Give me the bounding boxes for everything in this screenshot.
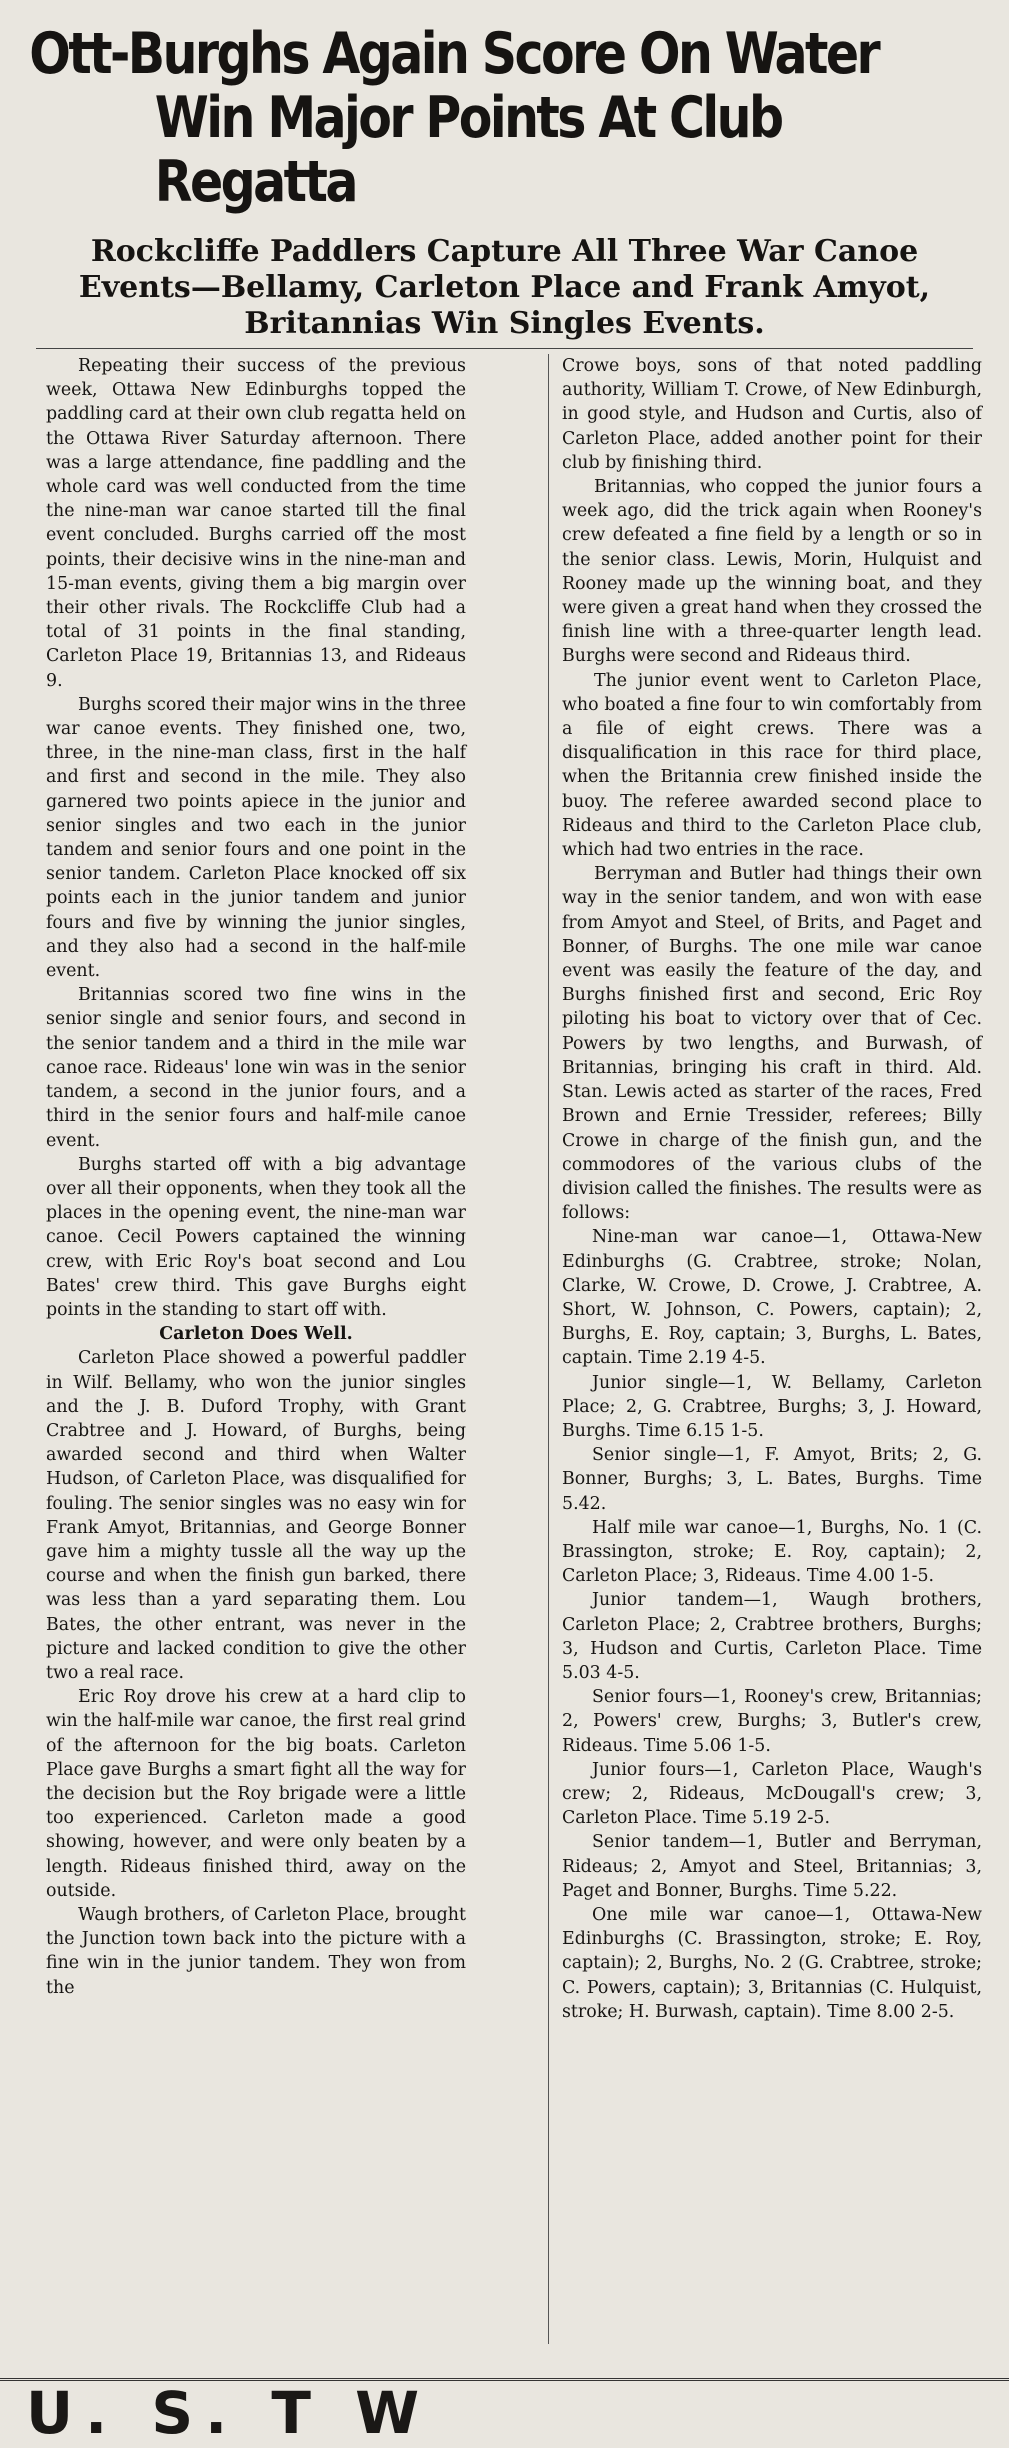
cut-off-next-headline: U. S. T W <box>26 2379 432 2447</box>
result-entry: Senior tandem—1, Butler and Berryman, Rideaus; 2, Amyot and Steel, Britannias; 3, Paget and Bonner, Burghs. Time 5.22. <box>562 1832 982 1901</box>
paragraph: Crowe boys, sons of that noted paddling authority, William T. Crowe, of New Edinburgh, in good style, and Hudson and Curtis, also of Carleton Place, added another point for their club by finishing third. <box>562 356 982 473</box>
deck-line-1: Rockcliffe Paddlers Capture All Three War Canoe <box>90 234 919 269</box>
result-entry: One mile war canoe—1, Ottawa-New Edinburghs (C. Brassington, stroke; E. Roy, captain); 2, Burghs, No. 2 (G. Crabtree, stroke; C. Powers, captain); 3, Britannias (C. Hulquist, stroke; H. Burwash, captain). Time 8.00 2-5. <box>562 1905 982 2022</box>
result-entry: Half mile war canoe—1, Burghs, No. 1 (C. Brassington, stroke; E. Roy, captain); 2, Carleton Place; 3, Rideaus. Time 4.00 1-5. <box>562 1517 982 1587</box>
column-divider <box>548 354 549 2344</box>
subheadline-deck <box>0 234 1009 342</box>
result-entry: Nine-man war canoe—1, Ottawa-New Edinburghs (G. Crabtree, stroke; Nolan, Clarke, W. Crowe, D. Crowe, J. Crabtree, A. Short, W. Johnson, C. Powers, captain); 2, Burghs, E. Roy, captain; 3, Burghs, L. Bates, captain. Time 2.19 4-5. <box>562 1227 982 1369</box>
result-entry: Senior fours—1, Rooney's crew, Britannias; 2, Powers' crew, Burghs; 3, Butler's crew, Rideaus. Time 5.06 1-5. <box>562 1687 982 1756</box>
deck-line-3: Britannias Win Singles Events. <box>244 306 765 341</box>
paragraph: Britannias scored two fine wins in the senior single and senior fours, and second in the senior tandem and a third in the mile war canoe race. Rideaus' lone win was in the senior tandem, a second in the junior fours, and a third in the senior fours and half-mile canoe event. <box>46 985 466 1151</box>
result-entry: Junior tandem—1, Waugh brothers, Carleton Place; 2, Crabtree brothers, Burghs; 3, Hudson and Curtis, Carleton Place. Time 5.03 4-5. <box>562 1590 982 1683</box>
result-entry: Junior single—1, W. Bellamy, Carleton Place; 2, G. Crabtree, Burghs; 3, J. Howard, Burghs. Time 6.15 1-5. <box>562 1372 982 1441</box>
paragraph: Berryman and Butler had things their own way in the senior tandem, and won with ease from Amyot and Steel, of Brits, and Paget and Bonner, of Burghs. The one mile war canoe event was easily the feature of the day, and Burghs finished first and second, Eric Roy piloting his boat to victory over that of Cec. Powers by two lengths, and Burwash, of Britannias, bringing his craft in third. Ald. Stan. Lewis acted as starter of the races, Fred Brown and Ernie Tressider, referees; Billy Crowe in charge of the finish gun, and the commodores of the various clubs of the division called the finishes. The results were as follows: <box>562 864 982 1224</box>
section-subhead: Carleton Does Well. <box>159 1324 353 1345</box>
paragraph: Britannias, who copped the junior fours a week ago, did the trick again when Rooney's crew defeated a fine field by a length or so in the senior class. Lewis, Morin, Hulquist and Rooney made up the winning boat, and they were given a great hand when they crossed the finish line with a three-quarter length lead. Burghs were second and Rideaus third. <box>562 477 982 667</box>
paragraph: Burghs scored their major wins in the three war canoe events. They finished one, two, three, in the nine-man class, first in the half and first and second in the mile. They also garnered two points apiece in the junior and senior singles and two each in the junior tandem and senior fours and one point in the senior tandem. Carleton Place knocked off six points each in the junior tandem and junior fours and five by winning the junior singles, and they also had a second in the half-mile event. <box>46 694 466 982</box>
header-rule <box>36 348 973 349</box>
paragraph: Carleton Place showed a powerful paddler in Wilf. Bellamy, who won the junior singles and the J. B. Duford Trophy, with Grant Crabtree and J. Howard, of Burghs, being awarded second and third when Walter Hudson, of Carleton Place, was disqualified for fouling. The senior singles was no easy win for Frank Amyot, Britannias, and George Bonner gave him a mighty tussle all the way up the course and when the finish gun barked, there was less than a yard separating them. Lou Bates, the other entrant, was never in the picture and lacked condition to give the other two a real race. <box>46 1348 466 1683</box>
result-entry: Senior single—1, F. Amyot, Brits; 2, G. Bonner, Burghs; 3, L. Bates, Burghs. Time 5.42. <box>562 1445 982 1514</box>
paragraph: Eric Roy drove his crew at a hard clip to win the half-mile war canoe, the first real grind of the afternoon for the big boats. Carleton Place gave Burghs a smart fight all the way for the decision but the Roy brigade were a little too experienced. Carleton made a good showing, however, and were only beaten by a length. Rideaus finished third, away on the outside. <box>46 1687 466 1901</box>
headline-line-2: Win Major Points At Club Regatta <box>154 85 782 215</box>
paragraph: The junior event went to Carleton Place, who boated a fine four to win comfortably from a file of eight crews. There was a disqualification in this race for third place, when the Britannia crew finished inside the buoy. The referee awarded second place to Rideaus and third to the Carleton Place club, which had two entries in the race. <box>562 670 982 861</box>
article-column-right <box>562 354 982 2024</box>
paragraph: Burghs started off with a big advantage over all their opponents, when they took all the places in the opening event, the nine-man war canoe. Cecil Powers captained the winning crew, with Eric Roy's boat second and Lou Bates' crew third. This gave Burghs eight points in the standing to start off with. <box>46 1154 466 1320</box>
paragraph: Repeating their success of the previous week, Ottawa New Edinburghs topped the paddling card at their own club regatta held on the Ottawa River Saturday afternoon. There was a large attendance, fine paddling and the whole card was well conducted from the time the nine-man war canoe started till the final event concluded. Burghs carried off the most points, their decisive wins in the nine-man and 15-man events, giving them a big margin over their other rivals. The Rockcliffe Club had a total of 31 points in the final standing, Carleton Place 19, Britannias 13, and Rideaus 9. <box>46 356 466 691</box>
headline <box>0 0 1001 214</box>
paragraph: Waugh brothers, of Carleton Place, brought the Junction town back into the picture with a fine win in the junior tandem. They won from the <box>46 1905 466 1998</box>
result-entry: Junior fours—1, Carleton Place, Waugh's crew; 2, Rideaus, McDougall's crew; 3, Carleton Place. Time 5.19 2-5. <box>562 1759 982 1829</box>
article-column-left <box>46 354 466 2000</box>
headline-line-1: Ott-Burghs Again Score On Water <box>29 21 879 87</box>
deck-line-2: Events—Bellamy, Carleton Place and Frank Amyot, <box>78 270 931 305</box>
